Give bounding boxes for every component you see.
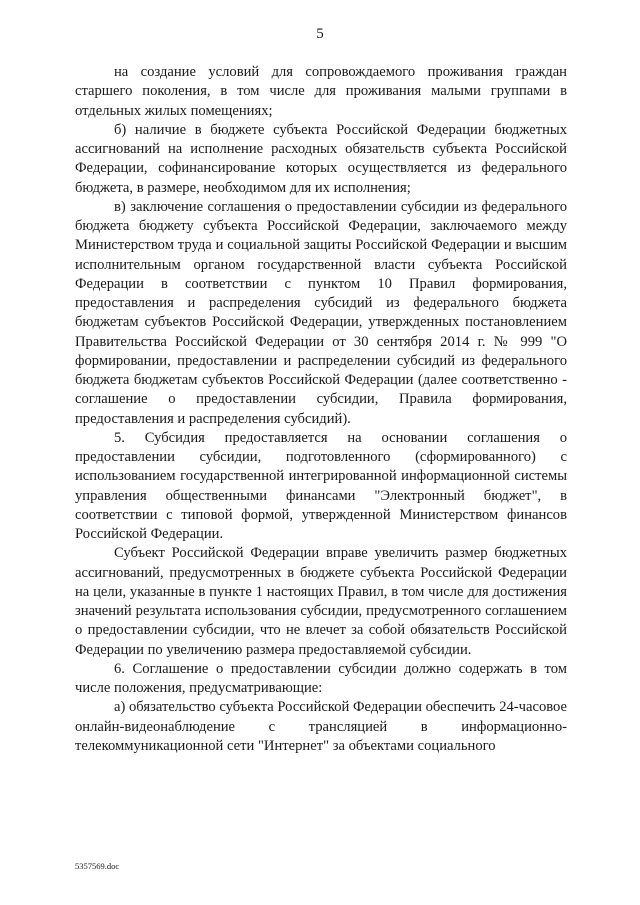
paragraph: б) наличие в бюджете субъекта Российской Федерации бюджетных ассигнований на исполнение расходных обязательств субъекта Российской Федерации, софинансирование которых осуществляется из федерального бюджета, в размере, необходимом для их исполнения; [75,121,567,196]
paragraph: а) обязательство субъекта Российской Федерации обеспечить 24-часовое онлайн-видеонаблюдение с трансляцией в информационно-телекоммуникационной сети "Интернет" за объектами социального [75,699,567,754]
paragraph: 5. Субсидия предоставляется на основании соглашения о предоставлении субсидии, подготовленного (сформированного) с использованием государственной интегрированной информационной системы управления общественными финансами "Электронный бюджет", в соответствии с типовой формой, утвержденной Министерством финансов Российской Федерации. [75,429,567,542]
document-body [75,63,567,756]
paragraph: 6. Соглашение о предоставлении субсидии должно содержать в том числе положения, предусматривающие: [75,660,567,696]
footer-document-code: 5357569.doc [75,861,120,871]
paragraph: Субъект Российской Федерации вправе увеличить размер бюджетных ассигнований, предусмотренных в бюджете субъекта Российской Федерации на цели, указанные в пункте 1 настоящих Правил, в том числе для достижения значений результата использования субсидии, предусмотренного соглашением о предоставлении субсидии, что не влечет за собой обязательств Российской Федерации по увеличению размера предоставляемой субсидии. [75,545,567,658]
paragraph: в) заключение соглашения о предоставлении субсидии из федерального бюджета бюджету субъекта Российской Федерации, заключаемого между Министерством труда и социальной защиты Российской Федерации и высшим исполнительным органом государственной власти субъекта Российской Федерации в соответствии с пунктом 10 Правил формирования, предоставления и распределения субсидий из федерального бюджета бюджетам субъектов Российской Федерации, утвержденных постановлением Правительства Российской Федерации от 30 сентября 2014 г. № 999 "О формировании, предоставлении и распределении субсидий из федерального бюджета бюджетам субъектов Российской Федерации (далее соответственно - соглашение о предоставлении субсидии, Правила формирования, предоставления и распределения субсидий). [75,198,567,427]
page-number: 5 [316,26,324,42]
paragraph: на создание условий для сопровождаемого проживания граждан старшего поколения, в том числе для проживания малыми группами в отдельных жилых помещениях; [75,64,567,119]
